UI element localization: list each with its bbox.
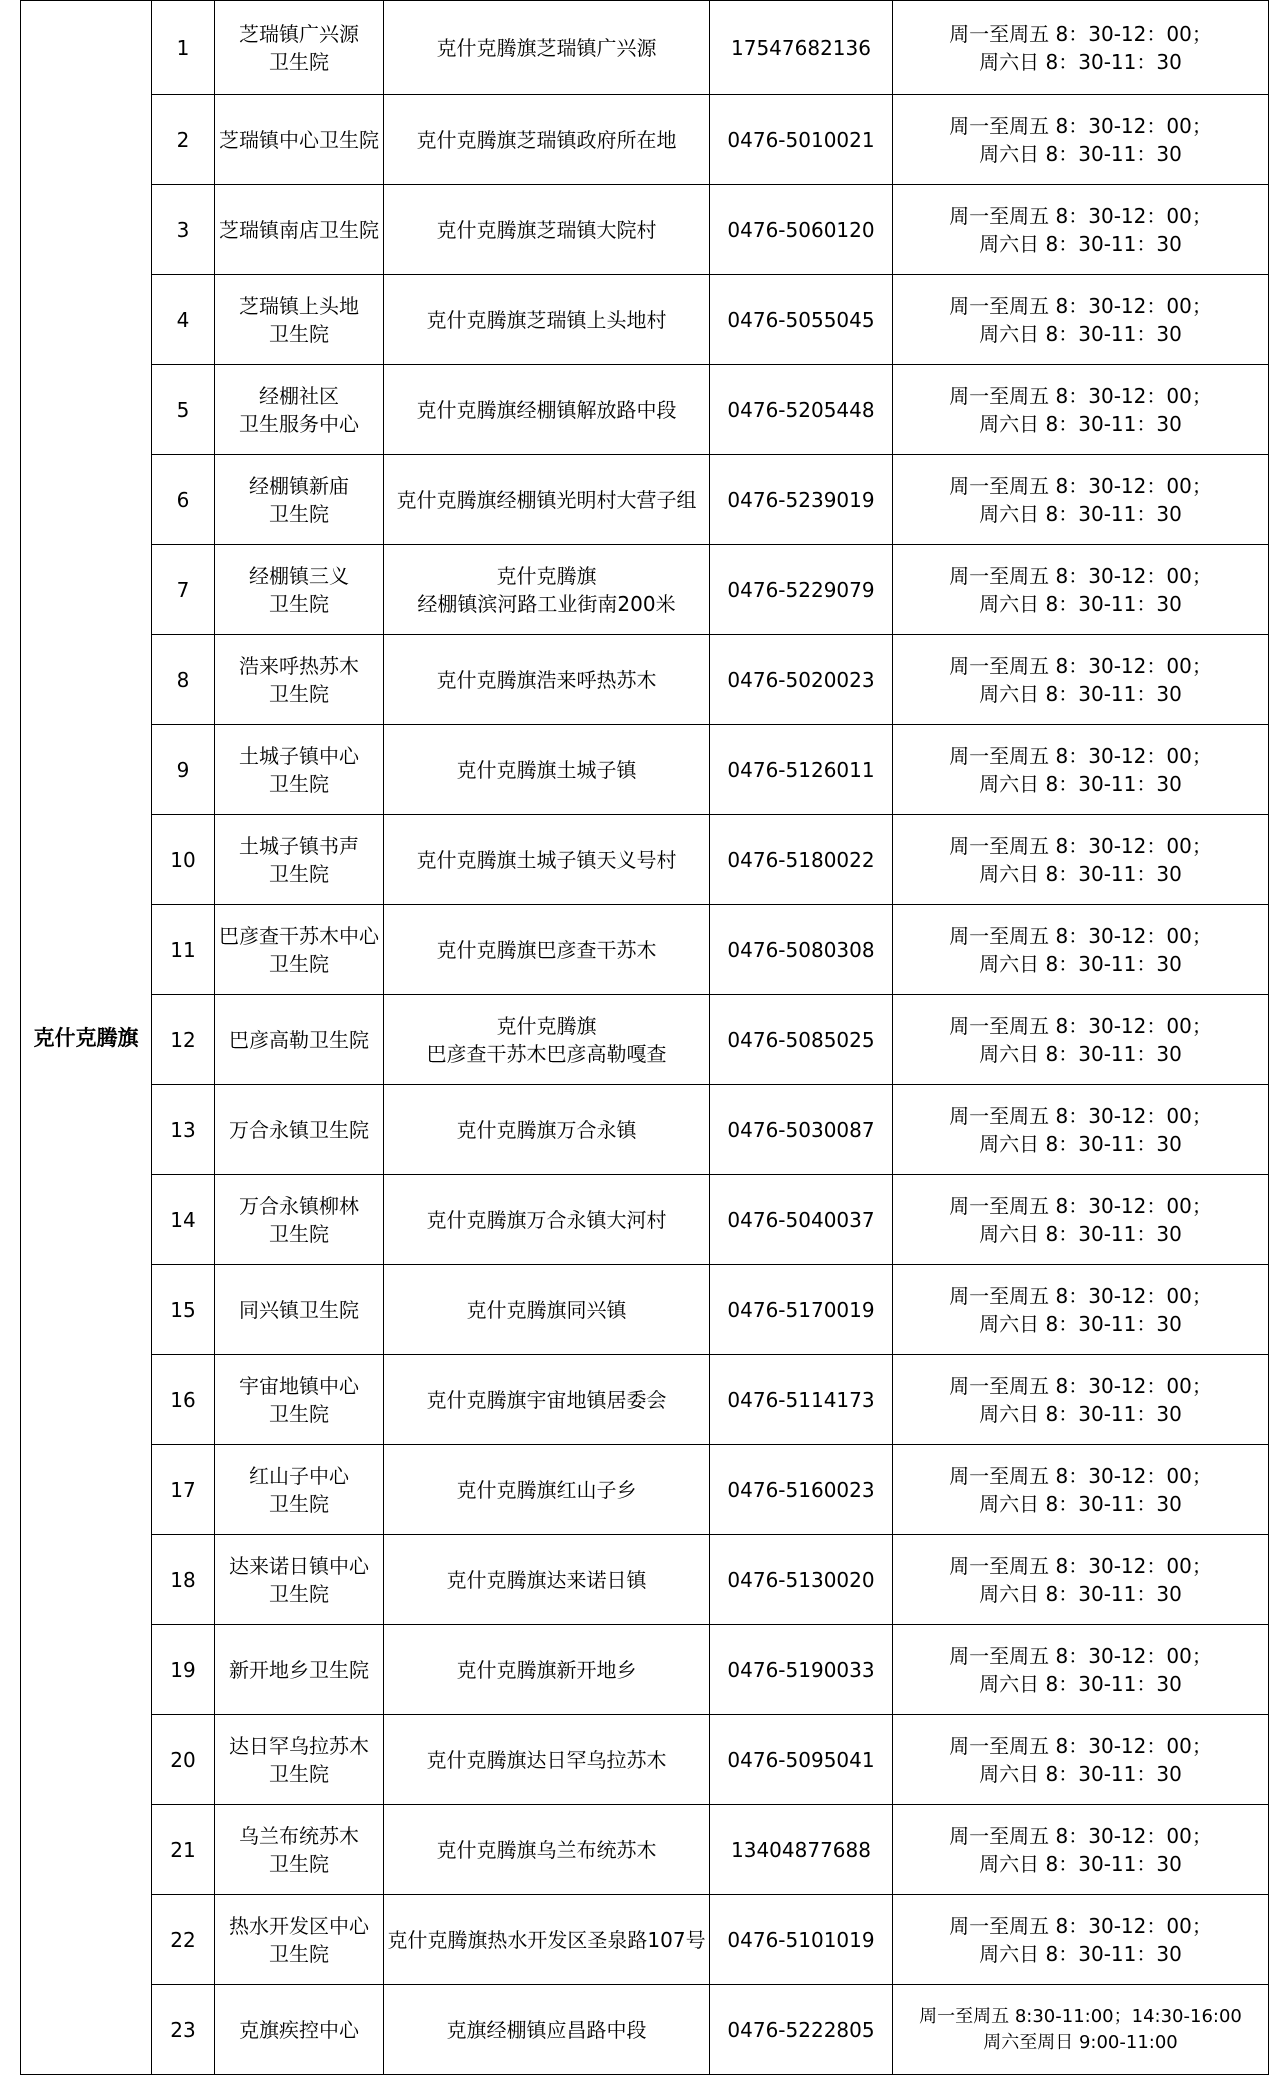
clinic-address: 克旗经棚镇应昌路中段: [384, 1985, 710, 2075]
clinic-name: 万合永镇柳林 卫生院: [215, 1175, 384, 1265]
clinic-hours: 周一至周五 8：30-12：00； 周六日 8：30-11：30: [893, 815, 1269, 905]
region-cell: 克什克腾旗: [21, 1, 152, 2075]
clinic-phone: 17547682136: [710, 1, 893, 95]
clinic-hours: 周一至周五 8：30-12：00； 周六日 8：30-11：30: [893, 455, 1269, 545]
clinic-address: 克什克腾旗芝瑞镇政府所在地: [384, 95, 710, 185]
table-row: [21, 1535, 1269, 1625]
row-number: 1: [152, 1, 215, 95]
clinic-hours: 周一至周五 8：30-12：00； 周六日 8：30-11：30: [893, 635, 1269, 725]
row-number: 10: [152, 815, 215, 905]
table-row: [21, 1, 1269, 95]
table-row: [21, 1445, 1269, 1535]
clinic-phone: 0476-5030087: [710, 1085, 893, 1175]
clinic-address: 克什克腾旗热水开发区圣泉路107号: [384, 1895, 710, 1985]
table-row: [21, 1985, 1269, 2075]
clinic-name: 热水开发区中心 卫生院: [215, 1895, 384, 1985]
clinic-phone: 0476-5229079: [710, 545, 893, 635]
clinic-hours: 周一至周五 8：30-12：00； 周六日 8：30-11：30: [893, 275, 1269, 365]
clinic-name: 土城子镇中心 卫生院: [215, 725, 384, 815]
clinic-name: 达日罕乌拉苏木 卫生院: [215, 1715, 384, 1805]
clinic-name: 宇宙地镇中心 卫生院: [215, 1355, 384, 1445]
clinic-address: 克什克腾旗宇宙地镇居委会: [384, 1355, 710, 1445]
row-number: 23: [152, 1985, 215, 2075]
table-row: [21, 185, 1269, 275]
clinic-address: 克什克腾旗万合永镇大河村: [384, 1175, 710, 1265]
table-body: [21, 1, 1269, 2075]
row-number: 15: [152, 1265, 215, 1355]
clinic-name: 经棚社区 卫生服务中心: [215, 365, 384, 455]
table-row: [21, 1895, 1269, 1985]
clinic-name: 经棚镇三义 卫生院: [215, 545, 384, 635]
clinic-address: 克什克腾旗 经棚镇滨河路工业街南200米: [384, 545, 710, 635]
row-number: 13: [152, 1085, 215, 1175]
table-row: [21, 545, 1269, 635]
clinic-hours: 周一至周五 8：30-12：00； 周六日 8：30-11：30: [893, 1, 1269, 95]
clinic-phone: 0476-5095041: [710, 1715, 893, 1805]
table-row: [21, 725, 1269, 815]
clinic-hours: 周一至周五 8：30-12：00； 周六日 8：30-11：30: [893, 365, 1269, 455]
clinic-name: 巴彦高勒卫生院: [215, 995, 384, 1085]
clinic-address: 克什克腾旗巴彦查干苏木: [384, 905, 710, 995]
clinic-phone: 0476-5222805: [710, 1985, 893, 2075]
clinic-phone: 0476-5130020: [710, 1535, 893, 1625]
clinic-hours: 周一至周五 8：30-12：00； 周六日 8：30-11：30: [893, 1895, 1269, 1985]
clinic-phone: 0476-5160023: [710, 1445, 893, 1535]
clinic-address: 克什克腾旗土城子镇: [384, 725, 710, 815]
table-row: [21, 1175, 1269, 1265]
clinic-address: 克什克腾旗芝瑞镇上头地村: [384, 275, 710, 365]
table-row: [21, 1805, 1269, 1895]
clinic-phone: 0476-5010021: [710, 95, 893, 185]
row-number: 12: [152, 995, 215, 1085]
table-row: [21, 1715, 1269, 1805]
row-number: 3: [152, 185, 215, 275]
clinic-hours: 周一至周五 8：30-12：00； 周六日 8：30-11：30: [893, 545, 1269, 635]
clinic-phone: 0476-5170019: [710, 1265, 893, 1355]
row-number: 9: [152, 725, 215, 815]
row-number: 7: [152, 545, 215, 635]
table-row: [21, 455, 1269, 545]
table-row: [21, 1625, 1269, 1715]
row-number: 20: [152, 1715, 215, 1805]
clinic-phone: 0476-5060120: [710, 185, 893, 275]
clinic-address: 克什克腾旗土城子镇天义号村: [384, 815, 710, 905]
clinic-phone: 0476-5190033: [710, 1625, 893, 1715]
clinic-hours: 周一至周五 8：30-12：00； 周六日 8：30-11：30: [893, 1265, 1269, 1355]
clinic-name: 新开地乡卫生院: [215, 1625, 384, 1715]
clinic-name: 经棚镇新庙 卫生院: [215, 455, 384, 545]
clinic-name: 芝瑞镇南店卫生院: [215, 185, 384, 275]
clinic-hours: 周一至周五 8：30-12：00； 周六日 8：30-11：30: [893, 725, 1269, 815]
clinic-address: 克什克腾旗浩来呼热苏木: [384, 635, 710, 725]
clinic-hours: 周一至周五 8：30-12：00； 周六日 8：30-11：30: [893, 185, 1269, 275]
clinic-phone: 0476-5040037: [710, 1175, 893, 1265]
clinic-name: 芝瑞镇上头地 卫生院: [215, 275, 384, 365]
clinic-name: 土城子镇书声 卫生院: [215, 815, 384, 905]
clinic-hours: 周一至周五 8：30-12：00； 周六日 8：30-11：30: [893, 1535, 1269, 1625]
row-number: 8: [152, 635, 215, 725]
clinic-address: 克什克腾旗芝瑞镇广兴源: [384, 1, 710, 95]
clinic-name: 万合永镇卫生院: [215, 1085, 384, 1175]
clinic-phone: 0476-5080308: [710, 905, 893, 995]
table-row: [21, 815, 1269, 905]
clinic-phone: 0476-5114173: [710, 1355, 893, 1445]
clinic-address: 克什克腾旗万合永镇: [384, 1085, 710, 1175]
clinic-name: 浩来呼热苏木 卫生院: [215, 635, 384, 725]
clinic-name: 乌兰布统苏木 卫生院: [215, 1805, 384, 1895]
row-number: 18: [152, 1535, 215, 1625]
clinic-hours: 周一至周五 8：30-12：00； 周六日 8：30-11：30: [893, 1085, 1269, 1175]
clinic-phone: 0476-5126011: [710, 725, 893, 815]
clinic-hours: 周一至周五 8：30-12：00； 周六日 8：30-11：30: [893, 1805, 1269, 1895]
table-row: [21, 635, 1269, 725]
clinic-hours: 周一至周五 8：30-12：00； 周六日 8：30-11：30: [893, 1715, 1269, 1805]
row-number: 6: [152, 455, 215, 545]
clinic-hours: 周一至周五 8：30-12：00； 周六日 8：30-11：30: [893, 1625, 1269, 1715]
clinic-phone: 0476-5055045: [710, 275, 893, 365]
row-number: 17: [152, 1445, 215, 1535]
row-number: 19: [152, 1625, 215, 1715]
clinic-hours: 周一至周五 8：30-12：00； 周六日 8：30-11：30: [893, 1445, 1269, 1535]
row-number: 2: [152, 95, 215, 185]
table-row: [21, 275, 1269, 365]
clinic-address: 克什克腾旗经棚镇解放路中段: [384, 365, 710, 455]
clinic-name: 克旗疾控中心: [215, 1985, 384, 2075]
row-number: 21: [152, 1805, 215, 1895]
clinic-address: 克什克腾旗新开地乡: [384, 1625, 710, 1715]
table-row: [21, 995, 1269, 1085]
clinic-address: 克什克腾旗达日罕乌拉苏木: [384, 1715, 710, 1805]
clinic-hours: 周一至周五 8：30-12：00； 周六日 8：30-11：30: [893, 905, 1269, 995]
table-row: [21, 905, 1269, 995]
clinic-address: 克什克腾旗经棚镇光明村大营子组: [384, 455, 710, 545]
clinic-phone: 0476-5239019: [710, 455, 893, 545]
table-row: [21, 1265, 1269, 1355]
clinic-hours: 周一至周五 8：30-12：00； 周六日 8：30-11：30: [893, 995, 1269, 1085]
row-number: 22: [152, 1895, 215, 1985]
clinic-address: 克什克腾旗同兴镇: [384, 1265, 710, 1355]
table-row: [21, 1085, 1269, 1175]
clinic-address: 克什克腾旗乌兰布统苏木: [384, 1805, 710, 1895]
clinic-name: 芝瑞镇广兴源 卫生院: [215, 1, 384, 95]
clinic-phone: 0476-5205448: [710, 365, 893, 455]
row-number: 16: [152, 1355, 215, 1445]
row-number: 14: [152, 1175, 215, 1265]
clinic-name: 达来诺日镇中心 卫生院: [215, 1535, 384, 1625]
clinic-hours: 周一至周五 8:30-11:00；14:30-16:00 周六至周日 9:00-11:00: [893, 1985, 1269, 2075]
clinic-phone: 0476-5085025: [710, 995, 893, 1085]
clinic-name: 同兴镇卫生院: [215, 1265, 384, 1355]
clinic-address: 克什克腾旗 巴彦查干苏木巴彦高勒嘎查: [384, 995, 710, 1085]
clinic-hours: 周一至周五 8：30-12：00； 周六日 8：30-11：30: [893, 1175, 1269, 1265]
clinic-hours: 周一至周五 8：30-12：00； 周六日 8：30-11：30: [893, 95, 1269, 185]
table-row: [21, 1355, 1269, 1445]
table-row: [21, 95, 1269, 185]
clinic-name: 芝瑞镇中心卫生院: [215, 95, 384, 185]
clinic-phone: 13404877688: [710, 1805, 893, 1895]
clinic-phone: 0476-5180022: [710, 815, 893, 905]
clinic-phone: 0476-5020023: [710, 635, 893, 725]
clinic-address: 克什克腾旗红山子乡: [384, 1445, 710, 1535]
row-number: 4: [152, 275, 215, 365]
clinic-name: 巴彦查干苏木中心 卫生院: [215, 905, 384, 995]
clinic-table: [20, 0, 1269, 2075]
row-number: 11: [152, 905, 215, 995]
table-row: [21, 365, 1269, 455]
clinic-name: 红山子中心 卫生院: [215, 1445, 384, 1535]
clinic-address: 克什克腾旗芝瑞镇大院村: [384, 185, 710, 275]
clinic-phone: 0476-5101019: [710, 1895, 893, 1985]
clinic-address: 克什克腾旗达来诺日镇: [384, 1535, 710, 1625]
clinic-hours: 周一至周五 8：30-12：00； 周六日 8：30-11：30: [893, 1355, 1269, 1445]
row-number: 5: [152, 365, 215, 455]
